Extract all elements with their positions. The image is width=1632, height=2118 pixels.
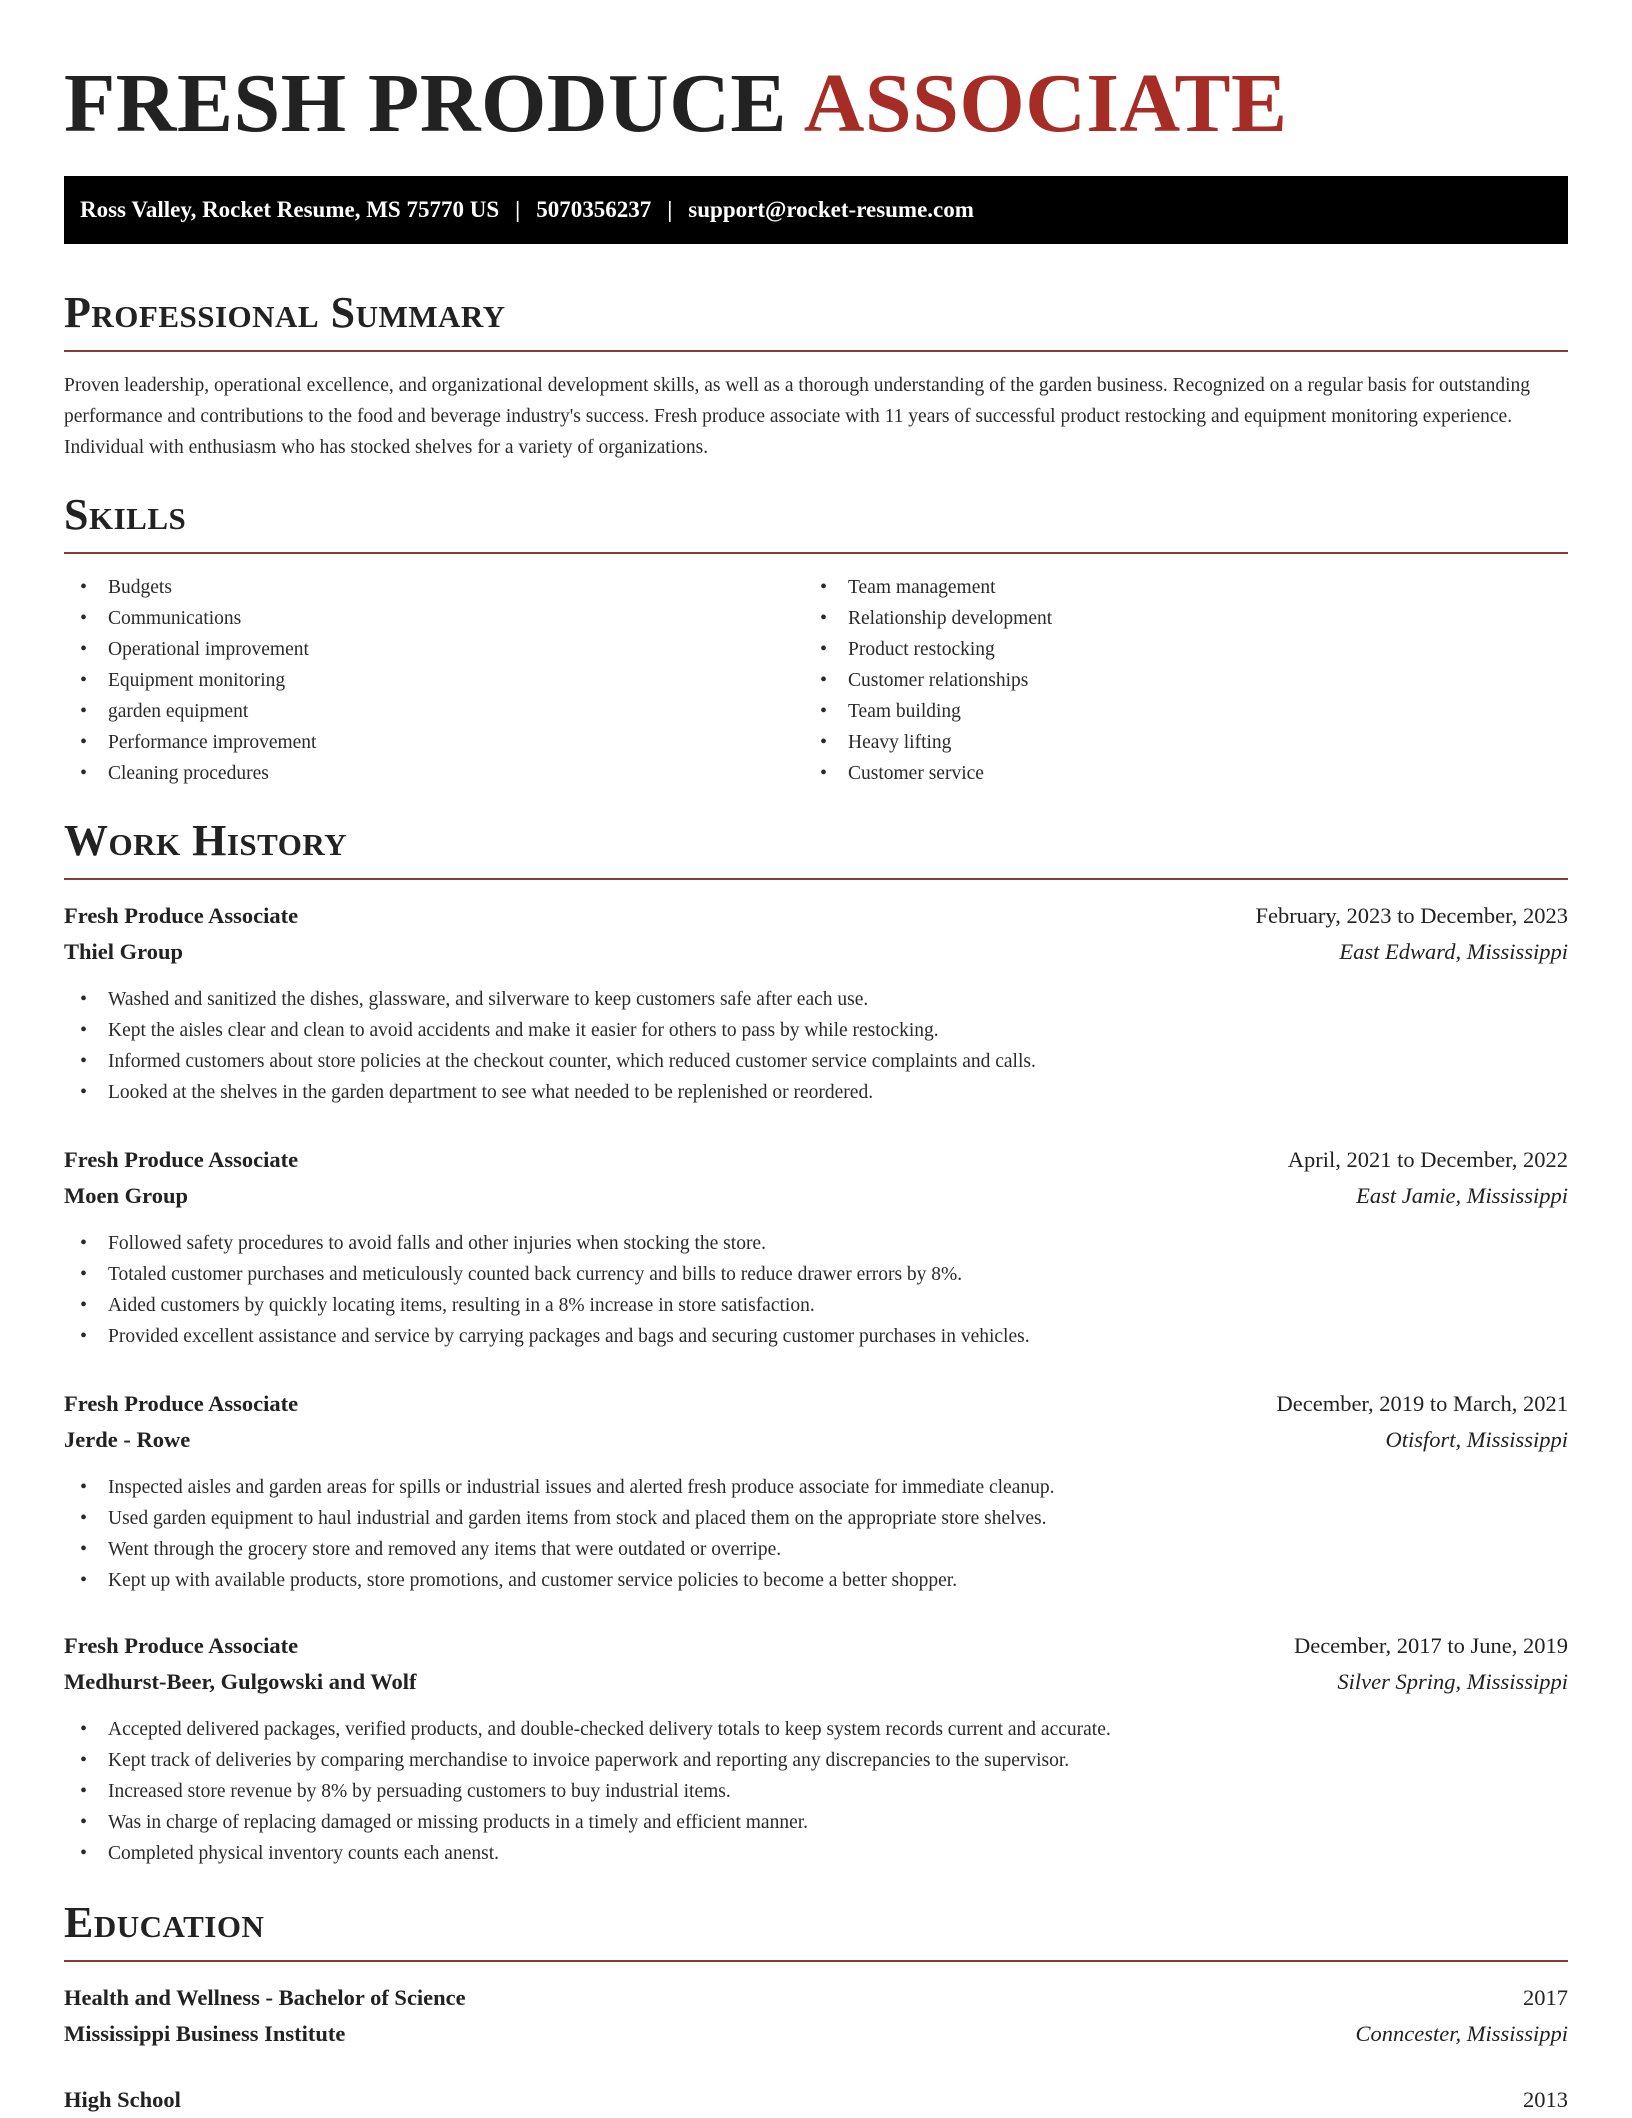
- degree: High School: [64, 2087, 181, 2112]
- duty-item: • Inspected aisles and garden areas for spills or industrial issues and alerted fresh produce associate for immediate cleanup.: [64, 1472, 1568, 1503]
- job-location: Silver Spring, Mississippi: [1337, 1669, 1568, 1694]
- education-year: 2017: [1523, 1985, 1568, 2010]
- job-entry: [64, 1628, 1568, 1869]
- duty-item: • Provided excellent assistance and service by carrying packages and bags and securing customer purchases in vehicles.: [64, 1321, 1568, 1352]
- summary-text: Proven leadership, operational excellence, and organizational development skills, as well as a thorough understanding of the garden business. Recognized on a regular basis for outstanding performance and contributions to the food and beverage industry's success. Fresh produce associate with 11 years of successful product restocking and equipment monitoring experience. Individual with enthusiasm who has stocked shelves for a variety of organizations.: [64, 375, 1531, 458]
- skill-item: • Performance improvement: [64, 727, 316, 758]
- section-divider: [64, 1960, 1568, 1962]
- skill-item: • Customer relationships: [804, 665, 1052, 696]
- duty-item: • Washed and sanitized the dishes, glassware, and silverware to keep customers safe after each use.: [64, 984, 1568, 1015]
- job-company: Moen Group: [64, 1183, 188, 1208]
- contact-bar: [64, 176, 1568, 244]
- resume-title: [64, 56, 1288, 152]
- skill-item: • Budgets: [64, 572, 316, 603]
- job-duties: [64, 1472, 1568, 1596]
- skill-item: • garden equipment: [64, 696, 316, 727]
- job-location: East Jamie, Mississippi: [1356, 1183, 1568, 1208]
- job-dates: February, 2023 to December, 2023: [1255, 903, 1568, 928]
- skill-item: • Team building: [804, 696, 1052, 727]
- degree: Health and Wellness - Bachelor of Science: [64, 1985, 466, 2010]
- duty-item: • Followed safety procedures to avoid falls and other injuries when stocking the store.: [64, 1228, 1568, 1259]
- education-entry: [64, 1980, 1568, 2052]
- job-company: Medhurst-Beer, Gulgowski and Wolf: [64, 1669, 417, 1694]
- job-location: Otisfort, Mississippi: [1385, 1427, 1568, 1452]
- education-location: Conncester, Mississippi: [1355, 2021, 1568, 2046]
- skill-item: • Product restocking: [804, 634, 1052, 665]
- job-company: Thiel Group: [64, 939, 183, 964]
- education-year: 2013: [1523, 2087, 1568, 2112]
- education-entry: [64, 2082, 1568, 2118]
- skill-item: • Communications: [64, 603, 316, 634]
- duty-item: • Kept the aisles clear and clean to avoid accidents and make it easier for others to pass by while restocking.: [64, 1015, 1568, 1046]
- job-title: Fresh Produce Associate: [64, 903, 299, 928]
- job-entry: [64, 1142, 1568, 1352]
- skill-item: • Customer service: [804, 758, 1052, 789]
- contact-phone: 5070356237: [536, 197, 652, 222]
- contact-email[interactable]: support@rocket-resume.com: [688, 197, 974, 222]
- job-dates: December, 2017 to June, 2019: [1293, 1633, 1568, 1658]
- job-location: East Edward, Mississippi: [1339, 939, 1568, 964]
- skill-item: • Cleaning procedures: [64, 758, 316, 789]
- contact-separator: |: [515, 197, 521, 222]
- section-divider: [64, 350, 1568, 352]
- section-divider: [64, 878, 1568, 880]
- duty-item: • Accepted delivered packages, verified products, and double-checked delivery totals to keep system records current and accurate.: [64, 1714, 1568, 1745]
- duty-item: • Used garden equipment to haul industrial and garden items from stock and placed them on the appropriate store shelves.: [64, 1503, 1568, 1534]
- skills-list-left: [64, 572, 316, 789]
- duty-item: • Went through the grocery store and removed any items that were outdated or overripe.: [64, 1534, 1568, 1565]
- job-title: Fresh Produce Associate: [64, 1633, 299, 1658]
- duty-item: • Kept up with available products, store promotions, and customer service policies to become a better shopper.: [64, 1565, 1568, 1596]
- duty-item: • Informed customers about store policies at the checkout counter, which reduced customer service complaints and calls.: [64, 1046, 1568, 1077]
- skill-item: • Team management: [804, 572, 1052, 603]
- section-title-work: Work History: [64, 816, 348, 865]
- section-title-education: Education: [64, 1898, 265, 1947]
- duty-item: • Aided customers by quickly locating items, resulting in a 8% increase in store satisfaction.: [64, 1290, 1568, 1321]
- section-title-skills: Skills: [64, 490, 187, 539]
- title-accent: ASSOCIATE: [803, 57, 1288, 150]
- skills-list-right: [804, 572, 1052, 789]
- job-entry: [64, 898, 1568, 1108]
- school: Mississippi Business Institute: [64, 2021, 346, 2046]
- duty-item: • Kept track of deliveries by comparing merchandise to invoice paperwork and reporting any discrepancies to the supervisor.: [64, 1745, 1568, 1776]
- skill-item: • Relationship development: [804, 603, 1052, 634]
- skill-item: • Heavy lifting: [804, 727, 1052, 758]
- job-dates: December, 2019 to March, 2021: [1276, 1391, 1568, 1416]
- duty-item: • Was in charge of replacing damaged or missing products in a timely and efficient manner.: [64, 1807, 1568, 1838]
- job-dates: April, 2021 to December, 2022: [1287, 1147, 1568, 1172]
- skill-item: • Operational improvement: [64, 634, 316, 665]
- section-divider: [64, 552, 1568, 554]
- job-title: Fresh Produce Associate: [64, 1391, 299, 1416]
- section-title-summary: Professional Summary: [64, 288, 506, 337]
- job-company: Jerde - Rowe: [64, 1427, 191, 1452]
- duty-item: • Completed physical inventory counts each anenst.: [64, 1838, 1568, 1869]
- job-duties: [64, 1714, 1568, 1869]
- contact-separator: |: [667, 197, 673, 222]
- title-main: FRESH PRODUCE: [64, 57, 787, 150]
- skill-item: • Equipment monitoring: [64, 665, 316, 696]
- duty-item: • Totaled customer purchases and meticulously counted back currency and bills to reduce drawer errors by 8%.: [64, 1259, 1568, 1290]
- duty-item: • Looked at the shelves in the garden department to see what needed to be replenished or reordered.: [64, 1077, 1568, 1108]
- job-title: Fresh Produce Associate: [64, 1147, 299, 1172]
- duty-item: • Increased store revenue by 8% by persuading customers to buy industrial items.: [64, 1776, 1568, 1807]
- job-entry: [64, 1386, 1568, 1596]
- contact-address: Ross Valley, Rocket Resume, MS 75770 US: [80, 197, 500, 222]
- job-duties: [64, 984, 1568, 1108]
- job-duties: [64, 1228, 1568, 1352]
